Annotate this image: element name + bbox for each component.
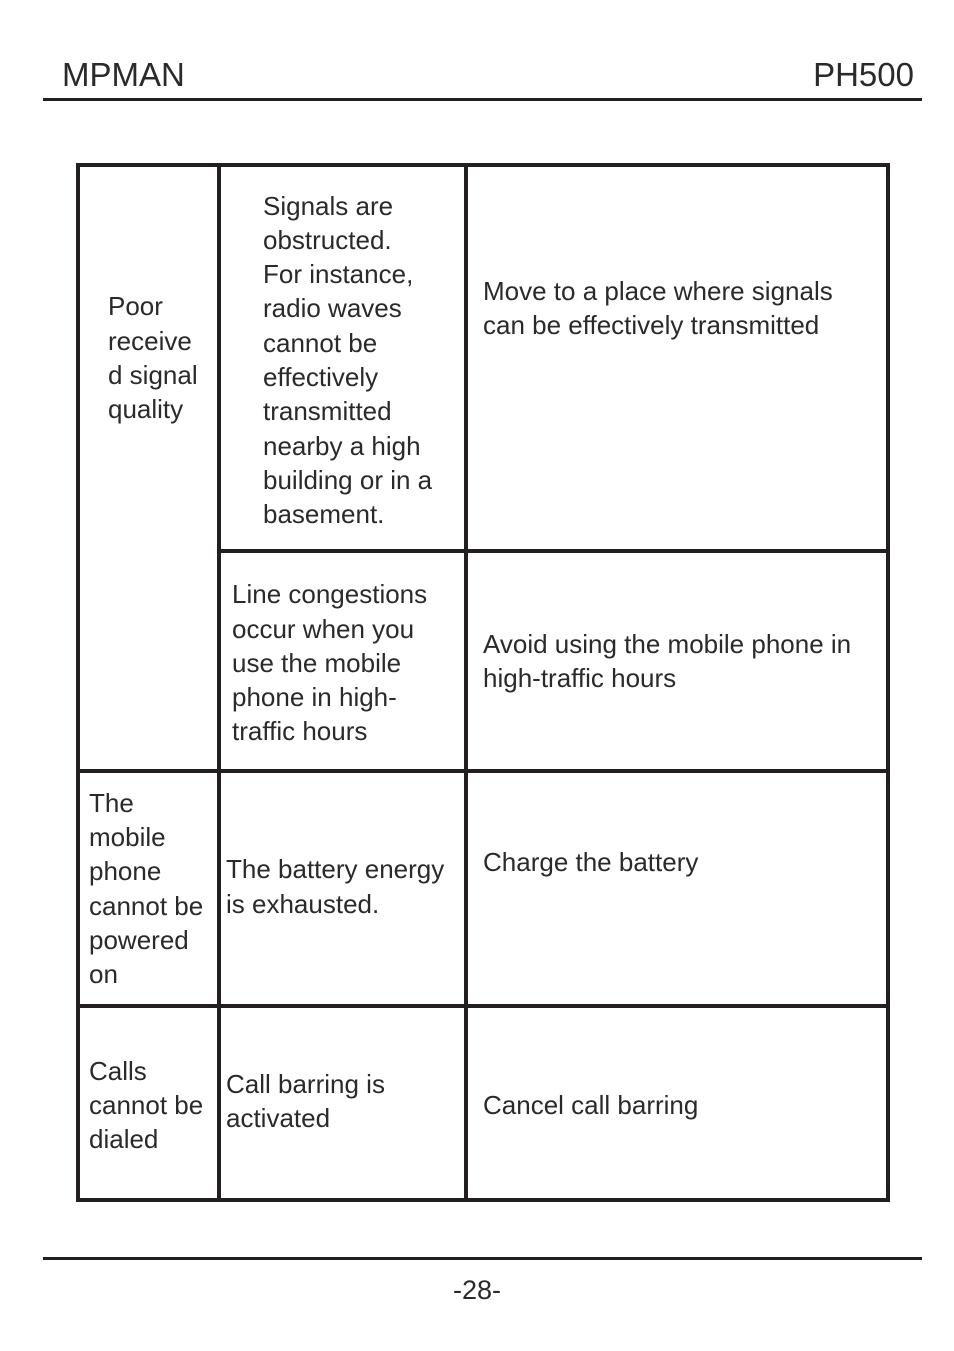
cause-text: Line congestions occur when you use the mobile phone in high- traffic hours xyxy=(232,579,428,747)
troubleshooting-table xyxy=(76,163,890,1202)
problem-text: The mobile phone cannot be powered on xyxy=(89,787,204,990)
cause-text: Signals are obstructed. For instance, radio waves cannot be effectively transmitted nearby a high building or in a basement. xyxy=(263,190,433,530)
header-divider xyxy=(43,98,922,101)
solution-cell xyxy=(468,167,886,443)
problem-text: Calls cannot be dialed xyxy=(89,1055,204,1155)
cause-text: Call barring is activated xyxy=(226,1068,385,1133)
solution-text: Avoid using the mobile phone in high-traffic hours xyxy=(483,628,852,693)
solution-text: Move to a place where signals can be effectively transmitted xyxy=(483,275,833,340)
solution-cell xyxy=(468,553,886,769)
problem-cell xyxy=(80,773,217,1004)
footer-divider xyxy=(43,1257,922,1260)
header-model: PH500 xyxy=(813,56,914,93)
problem-text: Poor receive d signal quality xyxy=(108,291,198,425)
cause-text: The battery energy is exhausted. xyxy=(226,854,445,919)
page-number: -28- xyxy=(452,1275,501,1305)
header-brand: MPMAN xyxy=(62,56,185,93)
cause-cell xyxy=(221,1008,464,1198)
problem-cell xyxy=(80,167,217,549)
cause-cell xyxy=(221,167,464,549)
cause-cell xyxy=(221,773,464,1004)
problem-cell xyxy=(80,1008,217,1198)
solution-text: Cancel call barring xyxy=(483,1089,699,1120)
cause-cell xyxy=(221,553,464,769)
solution-text: Charge the battery xyxy=(483,847,699,878)
solution-cell xyxy=(468,773,886,948)
solution-cell xyxy=(468,1008,886,1198)
